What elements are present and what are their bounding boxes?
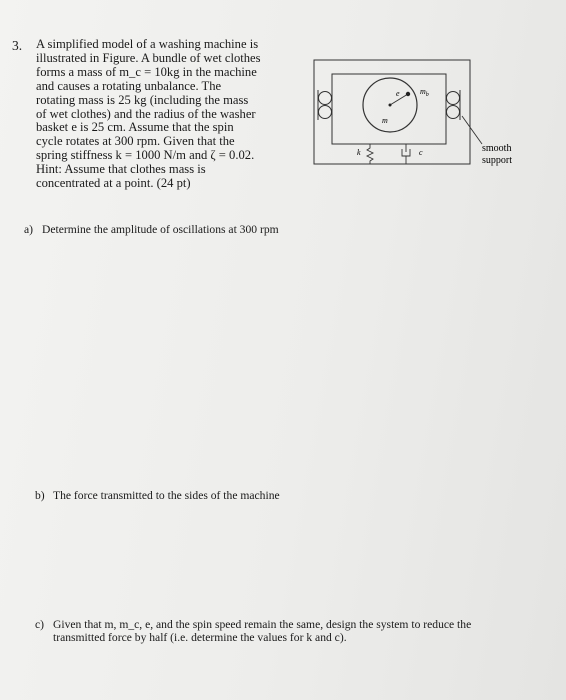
problem-line: rotating mass is 25 kg (including the mass (36, 92, 249, 107)
label-c: c (419, 148, 423, 157)
label-m: m (382, 116, 388, 125)
center-dot (389, 104, 392, 107)
problem-line: Hint: Assume that clothes mass is (36, 162, 206, 177)
problem-line: basket e is 25 cm. Assume that the spin (36, 120, 234, 135)
label-k: k (357, 148, 361, 157)
washing-machine-figure (296, 46, 558, 186)
support-label-line1: smooth (482, 143, 512, 154)
part-c (35, 618, 505, 644)
problem-line: concentrated at a point. (24 pt) (36, 176, 191, 191)
spring-k (367, 144, 373, 164)
left-roller-bottom (319, 106, 332, 119)
problem-line: forms a mass of m_c = 10kg in the machine (36, 64, 257, 79)
part-c-line2: transmitted force by half (i.e. determine the values for k and c). (53, 631, 347, 644)
part-a-text: Determine the amplitude of oscillations at 300 rpm (42, 223, 279, 236)
support-pointer (462, 116, 482, 144)
problem-line: illustrated in Figure. A bundle of wet clothes (36, 50, 261, 65)
part-c-label: c) (35, 618, 45, 631)
part-b-text: The force transmitted to the sides of the machine (53, 489, 280, 502)
problem-line: of wet clothes) and the radius of the washer (36, 106, 256, 121)
machine-body (332, 74, 446, 144)
problem-line: cycle rotates at 300 rpm. Given that the (36, 134, 235, 149)
problem-line: A simplified model of a washing machine is (36, 37, 259, 51)
left-roller-top (319, 92, 332, 105)
part-a-label: a) (24, 223, 34, 236)
right-roller-bottom (447, 106, 460, 119)
problem-line: spring stiffness k = 1000 N/m and ζ = 0.02. (36, 148, 255, 163)
label-e: e (396, 89, 400, 98)
question-number: 3. (12, 38, 23, 53)
part-b-label: b) (35, 489, 45, 502)
part-b (35, 489, 435, 502)
part-a (24, 223, 424, 236)
rotating-mass-dot (406, 92, 410, 96)
support-label-line2: support (482, 155, 512, 166)
part-c-line1: Given that m, m_c, e, and the spin speed remain the same, design the system to reduce the (53, 618, 472, 631)
problem-statement (36, 38, 274, 191)
problem-line: and causes a rotating unbalance. The (36, 78, 222, 93)
label-mb: $m_b$ (420, 87, 429, 98)
right-roller-top (447, 92, 460, 105)
